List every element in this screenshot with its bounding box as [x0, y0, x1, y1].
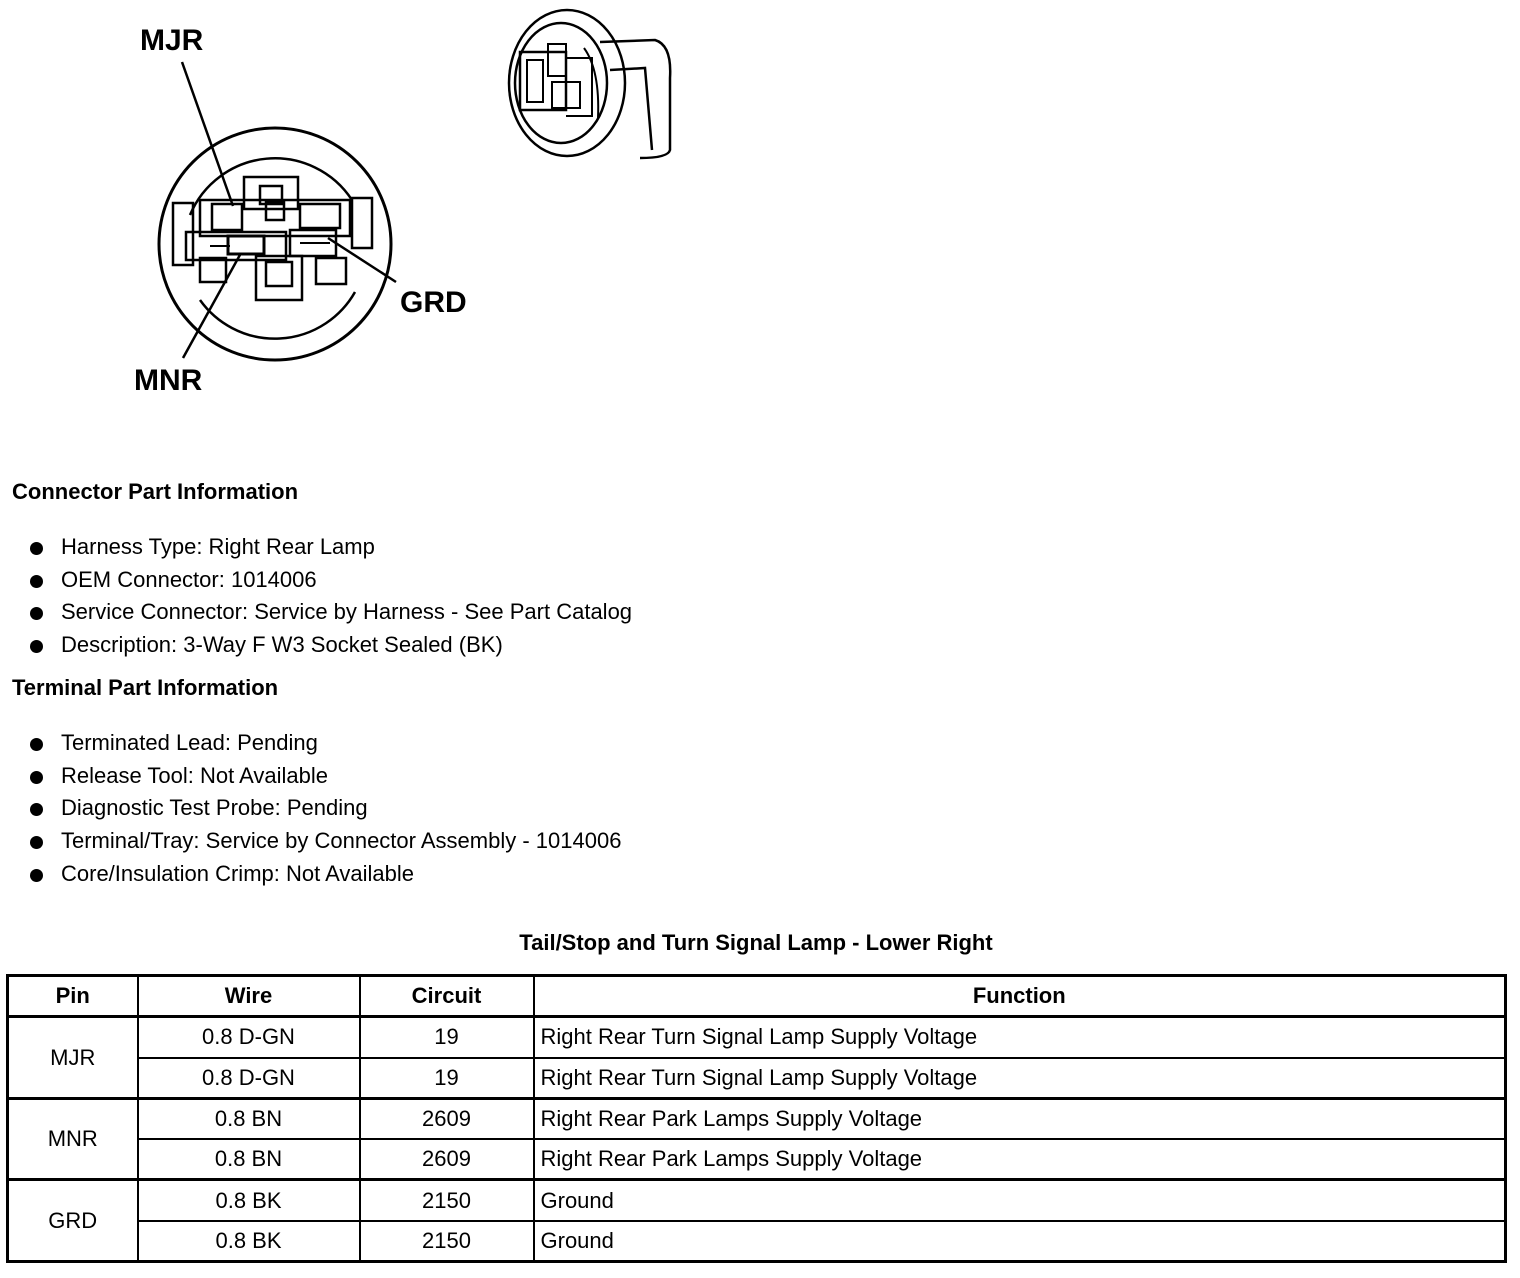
pin-table: [6, 974, 1507, 1263]
function-cell: Right Rear Park Lamps Supply Voltage: [534, 1098, 1506, 1139]
list-item: Diagnostic Test Probe: Pending: [30, 792, 621, 825]
connector-diagram: [0, 0, 700, 420]
table-row: [8, 1221, 1506, 1262]
connector-side-view: [509, 10, 670, 158]
connector-info-list: [30, 531, 632, 662]
list-item: Terminal/Tray: Service by Connector Assembly - 1014006: [30, 825, 621, 858]
terminal-info-list: [30, 727, 621, 890]
pin-table-title: Tail/Stop and Turn Signal Lamp - Lower Right: [519, 930, 993, 955]
function-cell: Right Rear Turn Signal Lamp Supply Voltage: [534, 1017, 1506, 1058]
table-header-row: [8, 976, 1506, 1017]
circuit-cell: 2609: [360, 1139, 534, 1180]
circuit-cell: 19: [360, 1058, 534, 1099]
table-row: [8, 1139, 1506, 1180]
pin-cell: MJR: [8, 1017, 138, 1099]
pin-cell: GRD: [8, 1180, 138, 1262]
table-row: [8, 1017, 1506, 1058]
function-cell: Right Rear Park Lamps Supply Voltage: [534, 1139, 1506, 1180]
wire-cell: 0.8 D-GN: [138, 1058, 360, 1099]
table-row: [8, 1058, 1506, 1099]
grd-label: GRD: [400, 286, 467, 319]
list-item: Service Connector: Service by Harness - See Part Catalog: [30, 596, 632, 629]
list-item: Release Tool: Not Available: [30, 760, 621, 793]
header-pin: Pin: [8, 976, 138, 1017]
function-cell: Ground: [534, 1180, 1506, 1221]
terminal-info-heading: Terminal Part Information: [12, 675, 279, 700]
wire-cell: 0.8 D-GN: [138, 1017, 360, 1058]
header-circuit: Circuit: [360, 976, 534, 1017]
wire-cell: 0.8 BN: [138, 1098, 360, 1139]
list-item: Description: 3-Way F W3 Socket Sealed (BK): [30, 629, 632, 662]
circuit-cell: 2150: [360, 1180, 534, 1221]
circuit-cell: 2150: [360, 1221, 534, 1262]
table-row: [8, 1180, 1506, 1221]
pin-cell: MNR: [8, 1098, 138, 1180]
list-item: Terminated Lead: Pending: [30, 727, 621, 760]
wire-cell: 0.8 BK: [138, 1180, 360, 1221]
wire-cell: 0.8 BN: [138, 1139, 360, 1180]
function-cell: Right Rear Turn Signal Lamp Supply Voltage: [534, 1058, 1506, 1099]
header-function: Function: [534, 976, 1506, 1017]
mjr-label: MJR: [140, 24, 204, 57]
circuit-cell: 19: [360, 1017, 534, 1058]
function-cell: Ground: [534, 1221, 1506, 1262]
connector-info-heading: Connector Part Information: [12, 479, 299, 504]
list-item: Core/Insulation Crimp: Not Available: [30, 858, 621, 891]
list-item: OEM Connector: 1014006: [30, 564, 632, 597]
mnr-label: MNR: [134, 364, 203, 397]
circuit-cell: 2609: [360, 1098, 534, 1139]
connector-face-view: [159, 128, 391, 360]
wire-cell: 0.8 BK: [138, 1221, 360, 1262]
header-wire: Wire: [138, 976, 360, 1017]
list-item: Harness Type: Right Rear Lamp: [30, 531, 632, 564]
table-row: [8, 1098, 1506, 1139]
